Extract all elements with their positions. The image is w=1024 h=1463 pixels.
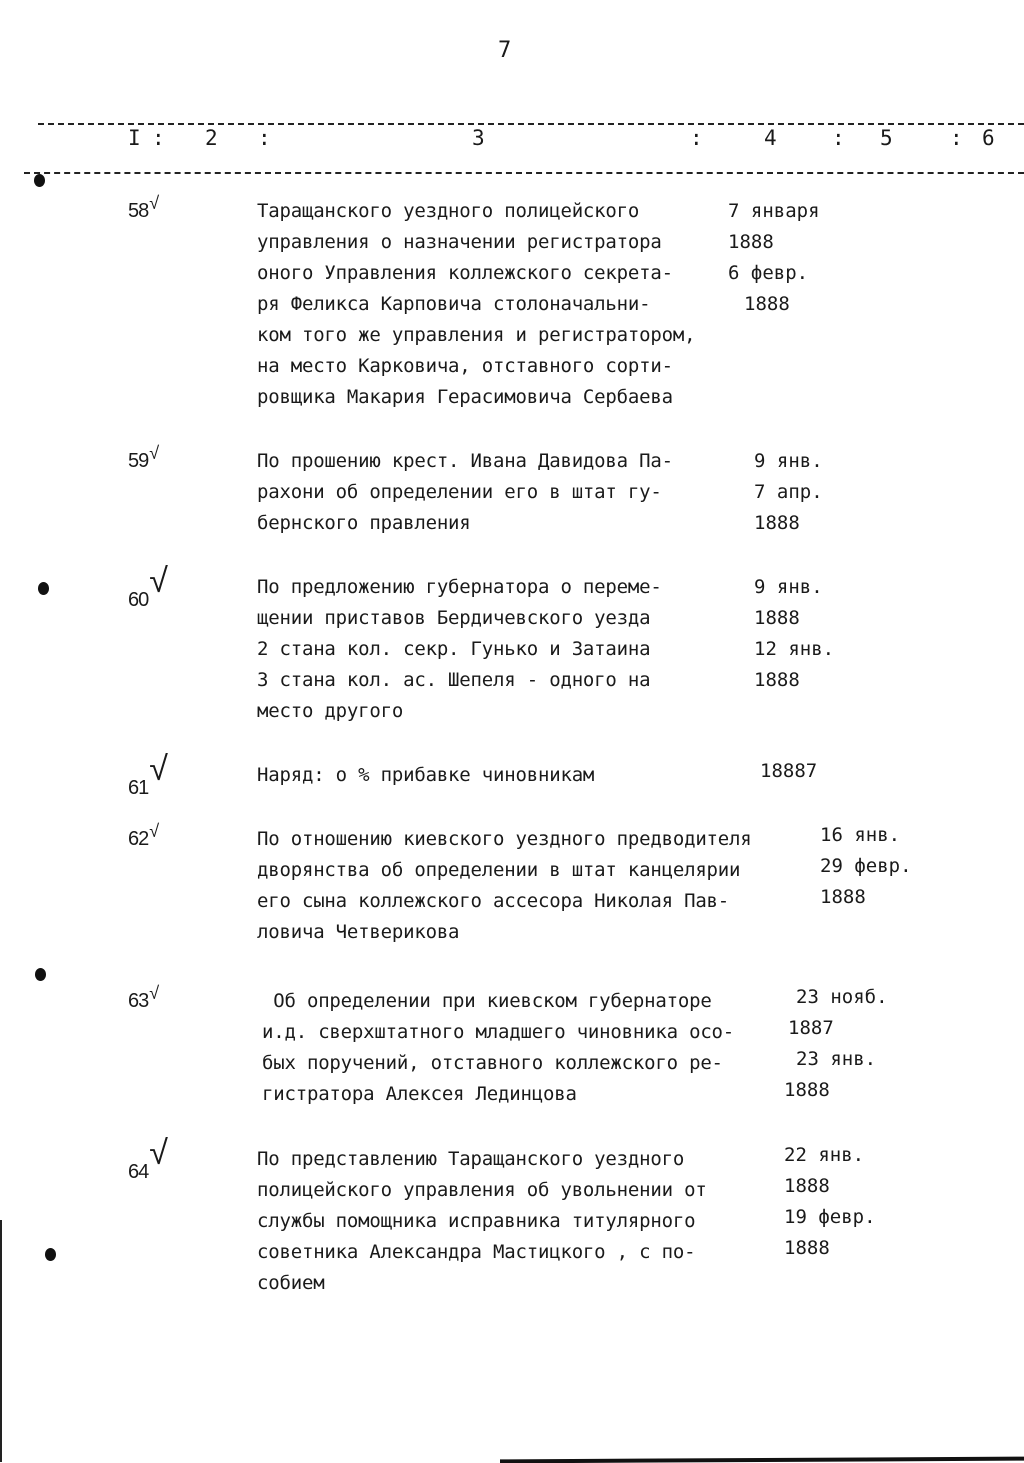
header-top-rule <box>38 123 1024 125</box>
description-line: его сына коллежского ассесора Николая Пав- <box>257 890 730 912</box>
column-separator: : <box>690 126 703 150</box>
entry-dates <box>784 1140 876 1264</box>
column-header-3: 3 <box>472 126 485 150</box>
column-header-6: 6 <box>982 126 995 150</box>
date-line: 9 янв. <box>754 576 823 598</box>
description-line: на место Карковича, отставного сорти- <box>257 355 673 377</box>
description-line: ровщика Макария Герасимовича Сербаева <box>257 386 673 408</box>
entry-dates <box>728 196 820 320</box>
column-separator: : <box>950 126 963 150</box>
entry-number-text: 63 <box>128 990 149 1012</box>
description-line: и.д. сверхштатного младшего чиновника осо- <box>262 1021 735 1043</box>
description-line: рахони об определении его в штат гу- <box>257 481 662 503</box>
date-line: 22 янв. <box>784 1144 865 1166</box>
date-line: 1888 <box>784 1237 830 1259</box>
entry-number-text: 59 <box>128 450 149 472</box>
description-line: Таращанского уездного полицейского <box>257 200 640 222</box>
description-line: гистратора Алексея Лединцова <box>262 1083 577 1105</box>
entry-number-text: 58 <box>128 200 149 222</box>
description-line: 2 стана кол. секр. Гунько и Затаина <box>257 638 651 660</box>
hole-punch-mark <box>35 968 46 981</box>
entry-dates <box>754 572 834 696</box>
description-line: По прошению крест. Ивана Давидова Па- <box>257 450 673 472</box>
description-line: советника Александра Мастицкого , с по- <box>257 1241 696 1263</box>
column-separator: : <box>832 126 845 150</box>
date-line: 1888 <box>728 231 774 253</box>
entry-dates <box>760 756 817 787</box>
hole-punch-mark <box>45 1248 56 1261</box>
description-line: 3 стана кол. ас. Шепеля - одного на <box>257 669 651 691</box>
description-line: ря Феликса Карповича столоначальни- <box>257 293 651 315</box>
scan-edge <box>500 1457 1024 1463</box>
column-header-2: 2 <box>205 126 218 150</box>
description-line: оного Управления коллежского секрета- <box>257 262 673 284</box>
checkmark-icon: √ <box>149 821 159 841</box>
entry-number <box>128 443 159 473</box>
entry-description <box>262 986 734 1110</box>
description-line: бернского правления <box>257 512 471 534</box>
entry-number <box>128 983 159 1013</box>
description-line: место другого <box>257 700 404 722</box>
checkmark-icon: √ <box>149 443 159 463</box>
date-line: 1887 <box>788 1017 834 1039</box>
column-header-1: I <box>128 126 141 150</box>
page-number: 7 <box>498 38 512 63</box>
description-line: управления о назначении регистратора <box>257 231 662 253</box>
entry-number <box>128 1134 167 1187</box>
column-header-5: 5 <box>880 126 893 150</box>
date-line: 1888 <box>754 607 800 629</box>
date-line: 7 января <box>728 200 820 222</box>
hole-punch-mark <box>38 582 49 595</box>
description-line: дворянства об определении в штат канцелярии <box>257 859 741 881</box>
description-line: По предложению губернатора о переме- <box>257 576 662 598</box>
entry-number <box>128 562 167 615</box>
date-line: 16 янв. <box>820 824 901 846</box>
entry-dates <box>754 446 823 539</box>
hole-punch-mark <box>34 174 45 187</box>
description-line: Наряд: о % прибавке чиновникам <box>257 764 595 786</box>
checkmark-icon: √ <box>149 193 159 213</box>
scan-edge <box>0 1220 2 1462</box>
date-line: 1888 <box>754 669 800 691</box>
description-line: службы помощника исправника титулярного <box>257 1210 696 1232</box>
column-header-4: 4 <box>764 126 777 150</box>
entry-dates <box>784 982 888 1106</box>
entry-number <box>128 750 167 803</box>
date-line: 29 февр. <box>820 855 912 877</box>
description-line: ком того же управления и регистратором, <box>257 324 696 346</box>
date-line: 12 янв. <box>754 638 835 660</box>
date-line: 23 янв. <box>796 1048 877 1070</box>
entry-description <box>257 760 594 791</box>
description-line: щении приставов Бердичевского уезда <box>257 607 651 629</box>
date-line: 9 янв. <box>754 450 823 472</box>
checkmark-icon: √ <box>149 562 167 600</box>
entry-description <box>257 446 673 539</box>
header-bottom-rule <box>24 172 1024 174</box>
date-line: 1888 <box>784 1175 830 1197</box>
entry-description <box>257 196 695 413</box>
entry-number-text: 64 <box>128 1161 149 1183</box>
checkmark-icon: √ <box>149 983 159 1003</box>
date-line: 23 нояб. <box>796 986 888 1008</box>
column-separator: : <box>152 126 165 150</box>
entry-number <box>128 821 159 851</box>
description-line: Об определении при киевском губернаторе <box>262 990 712 1012</box>
date-line: 18887 <box>760 760 818 782</box>
entry-number-text: 62 <box>128 828 149 850</box>
description-line: ловича Четверикова <box>257 921 460 943</box>
description-line: По отношению киевского уездного предводителя <box>257 828 752 850</box>
checkmark-icon: √ <box>149 1134 167 1172</box>
description-line: По представлению Таращанского уездного <box>257 1148 685 1170</box>
entry-dates <box>820 820 912 913</box>
entry-description <box>257 572 662 727</box>
date-line: 1888 <box>784 1079 830 1101</box>
date-line: 6 февр. <box>728 262 809 284</box>
date-line: 1888 <box>744 293 790 315</box>
entry-description <box>257 1144 707 1299</box>
description-line: собием <box>257 1272 325 1294</box>
entry-number-text: 61 <box>128 777 149 799</box>
date-line: 7 апр. <box>754 481 823 503</box>
description-line: бых поручений, отставного коллежского ре- <box>262 1052 723 1074</box>
entry-number <box>128 193 159 223</box>
date-line: 1888 <box>820 886 866 908</box>
checkmark-icon: √ <box>149 750 167 788</box>
entry-description <box>257 824 752 948</box>
date-line: 19 февр. <box>784 1206 876 1228</box>
entry-number-text: 60 <box>128 589 149 611</box>
description-line: полицейского управления об увольнении от <box>257 1179 707 1201</box>
column-separator: : <box>258 126 271 150</box>
date-line: 1888 <box>754 512 800 534</box>
